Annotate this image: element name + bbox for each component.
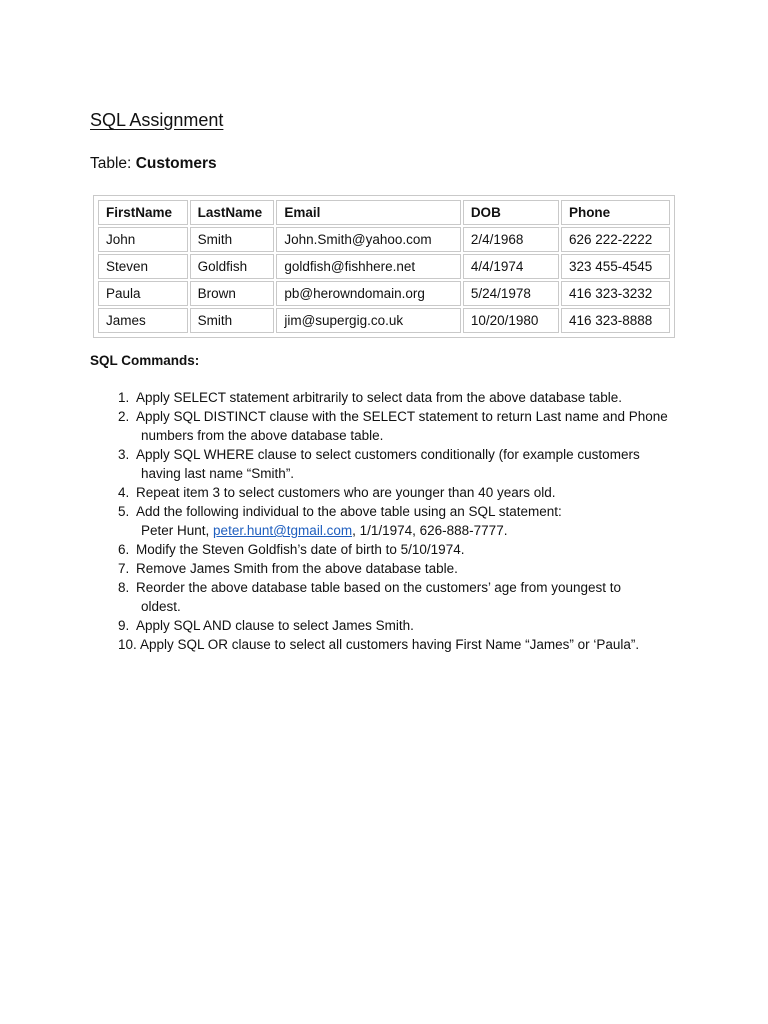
item-text: Apply SQL DISTINCT clause with the SELECT statement to return Last name and Phone [136,409,668,424]
item-number: 2. [118,409,130,424]
list-item [118,407,678,445]
table-row [98,227,670,252]
cell-phone: 323 455-4545 [561,254,670,279]
item-text-continuation: numbers from the above database table. [141,428,384,443]
cell-firstname: James [98,308,188,333]
item-number: 8. [118,580,130,595]
cell-lastname: Smith [190,308,275,333]
column-header-email: Email [276,200,460,225]
item-number: 1. [118,390,130,405]
table-row [98,308,670,333]
item-text: Remove James Smith from the above database table. [136,561,458,576]
item-text: Apply SQL AND clause to select James Smith. [136,618,414,633]
cell-phone: 416 323-3232 [561,281,670,306]
item-number: 5. [118,504,130,519]
table-heading [90,155,217,173]
cell-lastname: Brown [190,281,275,306]
table-row [98,281,670,306]
cell-email: goldfish@fishhere.net [276,254,460,279]
commands-heading: SQL Commands: [90,353,200,368]
list-item [118,388,678,407]
list-item [118,502,678,540]
table-header-row [98,200,670,225]
document-title: SQL Assignment [90,110,224,130]
cell-phone: 416 323-8888 [561,308,670,333]
table-name: Customers [135,155,217,172]
list-item [118,559,678,578]
item-text-continuation [136,521,678,540]
new-customer-name: Peter Hunt, [141,523,214,538]
new-customer-details: , 1/1/1974, 626-888-7777. [352,523,508,538]
list-item [118,483,678,502]
cell-phone: 626 222-2222 [561,227,670,252]
cell-email: John.Smith@yahoo.com [276,227,460,252]
item-number: 7. [118,561,130,576]
commands-list [118,388,678,654]
column-header-phone: Phone [561,200,670,225]
item-text: Reorder the above database table based on the customers’ age from youngest to [136,580,622,595]
item-number: 9. [118,618,130,633]
list-item [118,578,678,616]
item-number: 4. [118,485,130,500]
item-number: 10. [118,637,137,652]
column-header-dob: DOB [463,200,559,225]
cell-email: jim@supergig.co.uk [276,308,460,333]
list-item [118,616,678,635]
email-link[interactable]: peter.hunt@tgmail.com [213,523,353,538]
list-item [118,445,678,483]
item-number: 6. [118,542,130,557]
cell-dob: 5/24/1978 [463,281,559,306]
item-text: Apply SELECT statement arbitrarily to select data from the above database table. [136,390,623,405]
cell-email: pb@herowndomain.org [276,281,460,306]
item-text: Apply SQL WHERE clause to select customers conditionally (for example customers [136,447,640,462]
item-text: Add the following individual to the above table using an SQL statement: [136,504,562,519]
column-header-lastname: LastName [190,200,275,225]
cell-dob: 10/20/1980 [463,308,559,333]
cell-dob: 4/4/1974 [463,254,559,279]
cell-firstname: Paula [98,281,188,306]
list-item [118,540,678,559]
item-text: Apply SQL OR clause to select all customers having First Name “James” or ‘Paula”. [140,637,640,652]
table-row [98,254,670,279]
cell-dob: 2/4/1968 [463,227,559,252]
item-text: Repeat item 3 to select customers who are younger than 40 years old. [136,485,556,500]
list-item [118,635,678,654]
cell-lastname: Goldfish [190,254,275,279]
item-text-continuation: having last name “Smith”. [141,466,295,481]
table-label: Table: [90,155,132,172]
item-text: Modify the Steven Goldfish’s date of birth to 5/10/1974. [136,542,465,557]
cell-lastname: Smith [190,227,275,252]
customers-table [96,198,672,335]
cell-firstname: Steven [98,254,188,279]
item-number: 3. [118,447,130,462]
item-text-continuation: oldest. [141,599,181,614]
customers-table-container [93,195,675,338]
column-header-firstname: FirstName [98,200,188,225]
cell-firstname: John [98,227,188,252]
